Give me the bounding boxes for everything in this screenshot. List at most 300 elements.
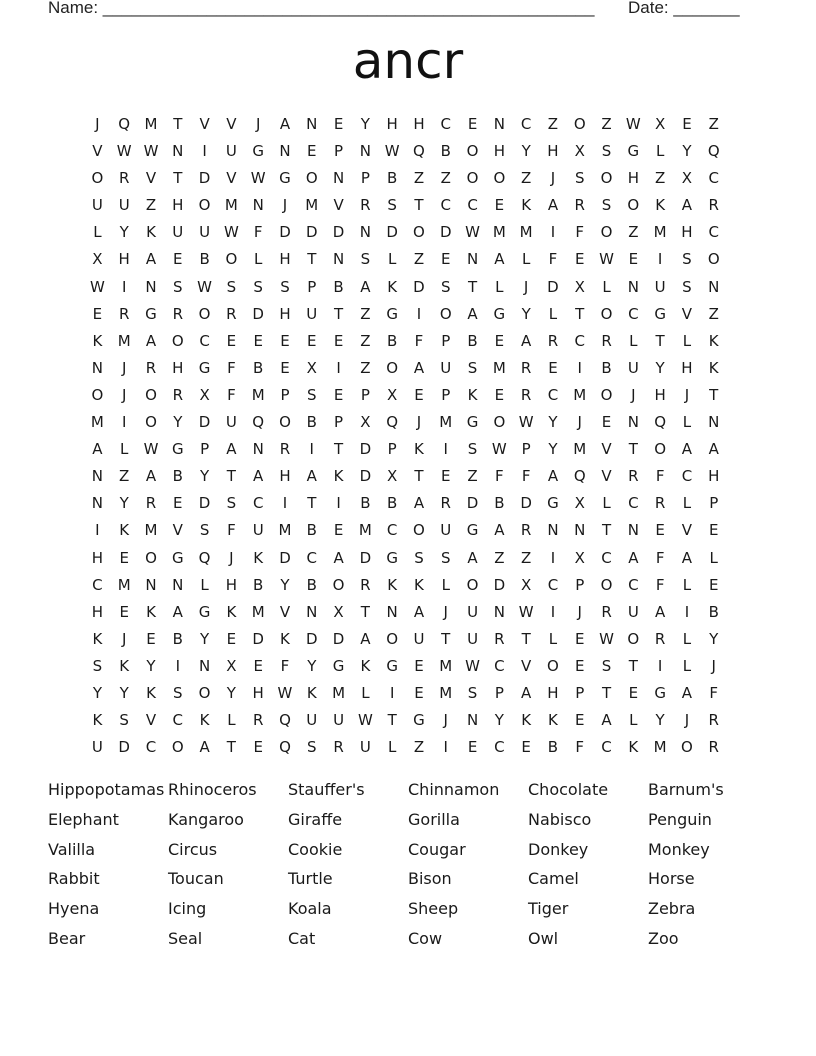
grid-letter: P (360, 385, 370, 404)
grid-letter: A (333, 548, 344, 567)
grid-letter: D (305, 629, 318, 648)
grid-letter: S (307, 738, 317, 757)
grid-letter: D (359, 548, 372, 567)
grid-letter: A (199, 738, 210, 757)
grid-letter: N (627, 521, 639, 540)
word-list-item: Toucan (168, 869, 224, 889)
word-list-item: Valilla (48, 839, 96, 859)
grid-letter: D (359, 467, 372, 486)
grid-letter: R (494, 629, 505, 648)
grid-letter: C (547, 385, 559, 404)
grid-letter: A (413, 602, 425, 621)
grid-letter: U (627, 602, 639, 621)
grid-letter: E (575, 711, 585, 730)
grid-letter: T (333, 440, 344, 459)
grid-letter: I (550, 223, 556, 242)
grid-letter: N (708, 413, 720, 432)
grid-letter: H (547, 142, 559, 161)
grid-letter: S (467, 440, 478, 459)
grid-letter: A (467, 304, 478, 323)
grid-letter: N (493, 115, 505, 133)
grid-letter: A (655, 602, 666, 621)
grid-letter: Y (682, 142, 692, 161)
grid-letter: Y (709, 629, 719, 648)
grid-letter: L (682, 331, 692, 350)
grid-letter: L (629, 331, 638, 350)
grid-letter: G (466, 413, 479, 432)
grid-letter: H (547, 683, 559, 702)
grid-letter: O (305, 169, 318, 188)
grid-letter: E (521, 738, 531, 757)
grid-letter: K (521, 196, 532, 215)
grid-letter: O (145, 385, 157, 404)
word-list-item: Cat (288, 928, 316, 948)
word-list-item: Zoo (648, 928, 679, 948)
grid-letter: E (173, 494, 183, 513)
grid-letter: E (575, 629, 585, 648)
word-list-item: Horse (648, 869, 695, 889)
grid-letter: I (550, 548, 556, 567)
grid-letter: K (708, 358, 719, 377)
grid-letter: S (226, 277, 237, 296)
grid-letter: Q (198, 548, 211, 567)
grid-letter: D (386, 223, 398, 242)
grid-letter: O (332, 575, 345, 594)
grid-letter: L (682, 413, 692, 432)
grid-letter: O (627, 629, 640, 648)
grid-letter: N (306, 602, 318, 621)
grid-letter: B (306, 575, 317, 594)
grid-letter: R (547, 331, 559, 350)
grid-letter: D (252, 304, 264, 323)
grid-letter: E (467, 738, 478, 757)
grid-letter: T (575, 304, 585, 323)
grid-letter: O (627, 196, 640, 215)
grid-letter: L (682, 629, 692, 648)
grid-letter: H (681, 223, 693, 242)
grid-letter: M (251, 385, 265, 404)
grid-letter: B (172, 467, 183, 486)
word-list-item: Monkey (648, 839, 710, 859)
grid-letter: O (145, 548, 157, 567)
grid-letter: W (491, 440, 507, 459)
grid-letter: S (360, 250, 371, 269)
word-list-item: Penguin (648, 809, 712, 829)
grid-letter: C (708, 169, 719, 188)
grid-letter: L (120, 440, 129, 459)
grid-letter: E (333, 385, 344, 404)
grid-letter: W (116, 142, 132, 161)
word-list-item: Elephant (48, 809, 119, 829)
grid-letter: Y (92, 683, 102, 702)
grid-letter: Z (601, 115, 612, 133)
grid-letter: E (226, 331, 237, 350)
grid-letter: L (254, 250, 263, 269)
grid-letter: F (227, 358, 236, 377)
grid-letter: A (360, 277, 371, 296)
grid-letter: Z (145, 196, 157, 215)
grid-letter: C (520, 115, 532, 133)
grid-letter: N (574, 521, 586, 540)
grid-letter: U (91, 738, 103, 757)
grid-letter: V (226, 169, 237, 188)
word-list-item: Rabbit (48, 869, 100, 889)
grid-letter: S (173, 683, 183, 702)
grid-letter: U (467, 602, 479, 621)
grid-letter: T (601, 521, 612, 540)
grid-letter: D (198, 413, 211, 432)
grid-letter: Y (360, 115, 370, 133)
grid-letter: C (92, 575, 103, 594)
grid-letter: S (414, 548, 424, 567)
grid-letter: K (226, 602, 237, 621)
grid-letter: Q (413, 142, 425, 161)
grid-letter: A (494, 521, 505, 540)
grid-letter: B (467, 331, 478, 350)
grid-letter: K (92, 629, 103, 648)
grid-letter: O (225, 250, 238, 269)
grid-letter: Y (200, 467, 210, 486)
grid-letter: B (601, 358, 612, 377)
grid-letter: M (492, 358, 506, 377)
grid-letter: V (521, 656, 532, 675)
grid-letter: P (387, 440, 397, 459)
grid-letter: R (520, 358, 532, 377)
grid-letter: D (439, 223, 452, 242)
grid-letter: T (387, 711, 397, 730)
grid-letter: N (386, 602, 398, 621)
grid-letter: C (681, 467, 693, 486)
grid-letter: A (145, 250, 157, 269)
grid-letter: Z (654, 169, 666, 188)
grid-letter: M (653, 738, 667, 757)
grid-letter: S (682, 250, 692, 269)
grid-letter: Y (119, 223, 129, 242)
grid-letter: N (466, 250, 479, 269)
grid-letter: Y (119, 494, 129, 513)
grid-letter: X (681, 169, 693, 188)
grid-letter: D (413, 277, 425, 296)
grid-letter: H (493, 142, 505, 161)
grid-letter: Y (521, 142, 531, 161)
grid-letter: E (628, 250, 639, 269)
grid-letter: M (278, 521, 292, 540)
grid-letter: U (467, 629, 479, 648)
grid-letter: I (336, 358, 341, 377)
grid-letter: I (657, 656, 663, 675)
grid-letter: K (655, 196, 666, 215)
grid-letter: W (143, 142, 159, 161)
grid-letter: T (601, 683, 612, 702)
grid-letter: U (225, 413, 237, 432)
grid-letter: Q (654, 413, 667, 432)
grid-letter: S (601, 656, 612, 675)
grid-letter: C (574, 331, 585, 350)
grid-letter: X (387, 467, 398, 486)
grid-letter: K (92, 331, 103, 350)
grid-letter: A (279, 115, 291, 133)
grid-letter: G (493, 304, 506, 323)
grid-letter: Z (360, 304, 371, 323)
grid-letter: U (333, 711, 345, 730)
grid-letter: G (413, 711, 425, 730)
grid-letter: R (360, 196, 371, 215)
grid-letter: X (333, 602, 344, 621)
grid-letter: F (548, 250, 558, 269)
grid-letter: K (199, 711, 210, 730)
grid-letter: G (466, 521, 479, 540)
grid-letter: L (200, 575, 209, 594)
grid-letter: E (548, 358, 558, 377)
grid-letter: G (654, 304, 666, 323)
grid-letter: X (306, 358, 317, 377)
grid-letter: C (494, 738, 505, 757)
grid-letter: P (441, 385, 451, 404)
grid-letter: E (414, 683, 424, 702)
grid-letter: L (602, 277, 611, 296)
grid-letter: I (121, 277, 127, 296)
grid-letter: Q (279, 738, 291, 757)
grid-letter: M (573, 440, 587, 459)
grid-letter: X (92, 250, 103, 269)
word-list (48, 778, 768, 957)
grid-letter: K (467, 385, 478, 404)
grid-letter: D (305, 223, 318, 242)
grid-letter: U (306, 304, 318, 323)
grid-letter: R (628, 467, 639, 486)
grid-letter: J (577, 413, 582, 432)
grid-letter: E (494, 196, 505, 215)
grid-letter: V (92, 142, 103, 161)
grid-letter: I (550, 602, 556, 621)
grid-letter: J (121, 358, 127, 377)
grid-letter: W (250, 169, 266, 188)
grid-letter: H (681, 358, 693, 377)
grid-letter: L (361, 683, 370, 702)
grid-letter: U (306, 711, 318, 730)
grid-letter: K (253, 548, 264, 567)
grid-letter: P (200, 440, 210, 459)
grid-letter: H (654, 385, 666, 404)
grid-letter: E (253, 738, 263, 757)
grid-letter: T (173, 115, 183, 133)
grid-letter: Y (655, 711, 665, 730)
grid-letter: E (333, 521, 344, 540)
grid-letter: J (95, 115, 100, 133)
grid-letter: H (386, 115, 398, 133)
grid-letter: W (197, 277, 212, 296)
grid-letter: K (333, 467, 344, 486)
grid-letter: K (119, 656, 130, 675)
grid-letter: Z (413, 250, 425, 269)
grid-letter: R (708, 711, 719, 730)
grid-letter: C (494, 656, 505, 675)
grid-letter: C (601, 548, 612, 567)
grid-letter: A (681, 440, 693, 459)
grid-letter: S (467, 683, 478, 702)
grid-letter: H (91, 548, 104, 567)
grid-letter: O (547, 656, 559, 675)
word-list-item: Camel (528, 869, 579, 889)
grid-letter: T (628, 440, 638, 459)
grid-letter: Z (494, 548, 505, 567)
grid-letter: L (495, 277, 504, 296)
word-list-item: Turtle (288, 869, 333, 889)
grid-letter: O (600, 304, 613, 323)
grid-letter: A (172, 602, 183, 621)
grid-letter: L (682, 494, 692, 513)
grid-letter: Y (200, 629, 210, 648)
grid-letter: N (279, 142, 291, 161)
grid-letter: C (386, 521, 398, 540)
grid-letter: G (386, 656, 398, 675)
grid-letter: G (171, 548, 184, 567)
grid-letter: N (627, 413, 639, 432)
grid-letter: G (145, 304, 157, 323)
grid-letter: B (387, 169, 398, 188)
grid-letter: H (627, 169, 639, 188)
grid-letter: A (413, 494, 425, 513)
grid-letter: B (440, 142, 451, 161)
grid-letter: S (682, 277, 692, 296)
grid-letter: A (145, 467, 157, 486)
grid-letter: A (92, 440, 103, 459)
grid-letter: N (91, 467, 104, 486)
grid-letter: M (117, 331, 131, 350)
grid-letter: D (493, 575, 506, 594)
word-list-item: Chinnamon (408, 780, 500, 799)
word-list-item: Koala (288, 899, 332, 919)
grid-letter: Z (547, 115, 559, 133)
grid-letter: M (358, 521, 372, 540)
word-list-item: Cow (408, 928, 443, 948)
grid-letter: L (629, 711, 638, 730)
grid-letter: G (627, 142, 640, 161)
grid-letter: P (307, 277, 317, 296)
word-list-item: Kangaroo (168, 809, 244, 829)
grid-letter: H (91, 602, 104, 621)
grid-letter: N (252, 196, 264, 215)
grid-letter: W (223, 223, 239, 242)
grid-letter: Y (548, 440, 558, 459)
grid-letter: H (708, 467, 720, 486)
grid-letter: N (145, 277, 157, 296)
grid-letter: E (146, 629, 156, 648)
grid-letter: R (708, 738, 719, 757)
grid-letter: P (521, 440, 531, 459)
grid-letter: L (682, 656, 692, 675)
grid-letter: K (628, 738, 639, 757)
grid-letter: E (119, 548, 129, 567)
grid-letter: T (226, 738, 236, 757)
grid-letter: B (333, 277, 344, 296)
grid-letter: R (279, 440, 291, 459)
grid-letter: Y (521, 304, 531, 323)
grid-letter: H (172, 196, 184, 215)
grid-letter: W (465, 656, 480, 675)
grid-letter: T (307, 250, 317, 269)
word-list-item: Cookie (288, 839, 343, 859)
grid-letter: I (577, 358, 582, 377)
grid-letter: D (547, 277, 559, 296)
grid-letter: Y (146, 656, 156, 675)
grid-letter: G (386, 304, 398, 323)
grid-letter: Q (573, 467, 586, 486)
grid-letter: F (655, 467, 665, 486)
grid-letter: E (708, 521, 719, 540)
grid-letter: L (387, 738, 397, 757)
grid-letter: K (146, 602, 156, 621)
name-field-label: Name: ____________________________________________________ (48, 0, 595, 17)
grid-letter: K (414, 575, 424, 594)
grid-letter: H (225, 575, 238, 594)
grid-letter: T (226, 467, 236, 486)
grid-letter: K (146, 683, 156, 702)
grid-letter: G (198, 602, 211, 621)
grid-letter: T (360, 602, 370, 621)
grid-letter: Y (280, 575, 290, 594)
grid-letter: V (681, 304, 693, 323)
grid-letter: A (145, 331, 157, 350)
grid-letter: X (574, 494, 585, 513)
grid-letter: C (708, 223, 719, 242)
grid-letter: K (521, 711, 532, 730)
grid-letter: N (493, 602, 505, 621)
grid-letter: S (307, 385, 317, 404)
word-list-item: Bison (408, 869, 452, 889)
date-field-label: Date: _______ (628, 0, 740, 17)
grid-letter: M (90, 413, 104, 432)
grid-letter: T (655, 331, 665, 350)
grid-letter: J (121, 385, 127, 404)
grid-letter: O (91, 169, 104, 188)
grid-letter: W (465, 223, 480, 242)
grid-letter: K (119, 521, 130, 540)
grid-letter: P (441, 331, 451, 350)
grid-letter: K (708, 331, 719, 350)
grid-letter: D (466, 494, 479, 513)
grid-letter: B (387, 331, 398, 350)
grid-letter: E (414, 385, 424, 404)
grid-letter: H (118, 250, 130, 269)
grid-letter: E (441, 467, 451, 486)
grid-letter: K (360, 656, 371, 675)
grid-letter: L (548, 629, 558, 648)
grid-letter: I (282, 494, 288, 513)
grid-letter: V (145, 711, 157, 730)
grid-letter: E (682, 115, 692, 133)
grid-letter: Z (413, 169, 425, 188)
grid-letter: M (144, 115, 158, 133)
grid-letter: N (252, 440, 264, 459)
word-list-item: Chocolate (528, 780, 609, 799)
grid-letter: E (173, 250, 183, 269)
grid-letter: I (443, 738, 448, 757)
grid-letter: N (145, 575, 157, 594)
grid-letter: T (467, 277, 478, 296)
grid-letter: S (601, 196, 612, 215)
grid-letter: M (251, 602, 265, 621)
grid-letter: F (709, 683, 719, 702)
grid-letter: T (414, 467, 424, 486)
grid-letter: G (654, 683, 666, 702)
grid-letter: S (199, 521, 210, 540)
grid-letter: C (306, 548, 318, 567)
grid-letter: B (199, 250, 210, 269)
grid-letter: D (279, 223, 291, 242)
grid-letter: I (443, 440, 448, 459)
grid-letter: E (280, 358, 290, 377)
